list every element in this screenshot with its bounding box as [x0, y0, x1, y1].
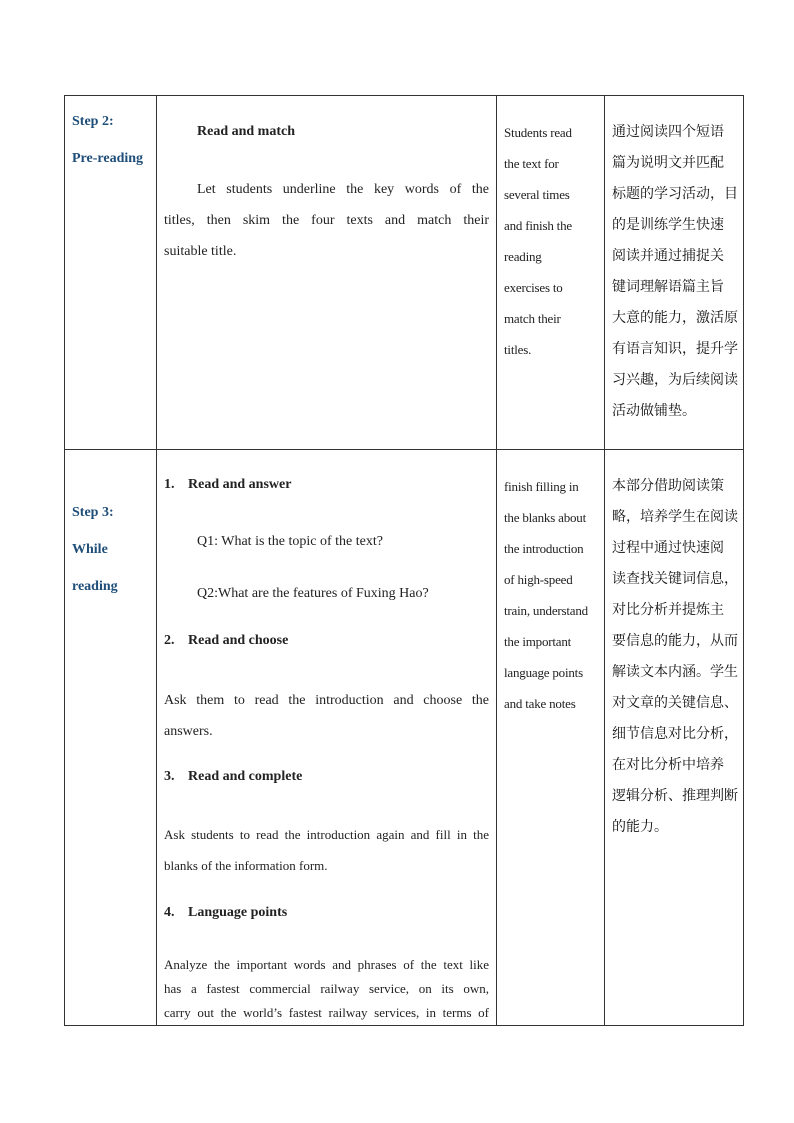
body-line: Ask them to read the introduction and choose the — [164, 693, 489, 708]
activity-line: of high-speed — [504, 572, 573, 587]
purpose-line: 要信息的能力，从而 — [612, 633, 738, 649]
section-heading — [164, 905, 489, 931]
purpose-line: 活动做铺垫。 — [612, 403, 696, 419]
section-heading — [164, 477, 489, 503]
section-title: Read and choose — [188, 633, 289, 648]
purpose-line: 细节信息对比分析， — [612, 726, 738, 742]
section-number: 3. — [164, 769, 175, 784]
purpose-line: 阅读并通过捕捉关 — [612, 248, 724, 264]
activity-line: the blanks about — [504, 510, 587, 525]
question-line: Q1: What is the topic of the text? — [197, 534, 383, 549]
purpose-line: 在对比分析中培养 — [612, 757, 724, 773]
activity-line: language points — [504, 665, 583, 680]
purpose-line: 过程中通过快速阅 — [612, 540, 724, 556]
purpose-line: 有语言知识，提升学 — [612, 341, 738, 357]
activity-line: Students read — [504, 125, 572, 140]
activity-line: and take notes — [504, 696, 576, 711]
body-line: suitable title. — [164, 244, 237, 259]
purpose-line: 的是训练学生快速 — [612, 217, 724, 233]
section-number: 4. — [164, 905, 175, 920]
body-line: carry out the world’s fastest railway services, in terms of — [164, 1005, 489, 1020]
purpose-line: 逻辑分析、推理判断 — [612, 788, 738, 804]
body-line: Let students underline the key words of the — [197, 182, 489, 197]
section-title: Read and complete — [188, 769, 303, 784]
purpose-line: 大意的能力，激活原 — [612, 310, 738, 326]
activity-line: train, understand — [504, 603, 588, 618]
table-row — [65, 450, 744, 1026]
purpose-line: 习兴趣，为后续阅读 — [612, 372, 738, 388]
body-line: titles, then skim the four texts and match their — [164, 213, 489, 228]
section-title: Read and answer — [188, 477, 292, 492]
purpose-line: 略，培养学生在阅读 — [612, 509, 738, 525]
section-heading: Read and match — [197, 124, 296, 139]
body-line: has a fastest commercial railway service, on its own, — [164, 981, 489, 996]
section-title: Language points — [188, 905, 288, 920]
activity-line: several times — [504, 187, 570, 202]
purpose-line: 标题的学习活动，目 — [612, 186, 738, 202]
purpose-line: 对比分析并提炼主 — [612, 602, 724, 618]
lesson-plan-table — [64, 95, 744, 1026]
purpose-line: 的能力。 — [612, 819, 668, 835]
question-line: Q2:What are the features of Fuxing Hao? — [197, 586, 429, 601]
activity-line: reading — [504, 249, 542, 264]
step-name: While — [72, 542, 108, 557]
activity-line: the text for — [504, 156, 559, 171]
activity-line: and finish the — [504, 218, 572, 233]
activity-line: finish filling in — [504, 479, 579, 494]
activity-line: match their — [504, 311, 561, 326]
activity-line: the introduction — [504, 541, 584, 556]
step-cell — [65, 450, 157, 1026]
procedure-cell — [157, 96, 497, 450]
body-line: blanks of the information form. — [164, 858, 328, 873]
purpose-cell — [605, 450, 744, 1026]
purpose-line: 通过阅读四个短语 — [612, 124, 724, 140]
step-name: Pre-reading — [72, 151, 144, 166]
activity-cell — [497, 450, 605, 1026]
step-cell — [65, 96, 157, 450]
purpose-line: 本部分借助阅读策 — [612, 478, 724, 494]
step-label: Step 2: — [72, 114, 114, 129]
purpose-line: 解读文本内涵。学生 — [612, 664, 738, 680]
purpose-line: 读查找关键词信息， — [612, 571, 738, 587]
activity-cell — [497, 96, 605, 450]
step-label: Step 3: — [72, 505, 114, 520]
activity-line: titles. — [504, 342, 532, 357]
purpose-line: 对文章的关键信息、 — [612, 695, 738, 711]
section-heading — [164, 633, 489, 659]
section-number: 2. — [164, 633, 175, 648]
purpose-line: 篇为说明文并匹配 — [612, 155, 724, 171]
body-line: answers. — [164, 724, 213, 739]
activity-line: exercises to — [504, 280, 563, 295]
section-number: 1. — [164, 477, 175, 492]
section-heading — [164, 769, 489, 795]
purpose-line: 键词理解语篇主旨 — [612, 279, 724, 295]
table-row — [65, 96, 744, 450]
step-name: reading — [72, 579, 118, 594]
body-line: Ask students to read the introduction again and fill in the — [164, 827, 489, 842]
body-line: Analyze the important words and phrases of the text like — [164, 957, 489, 972]
procedure-cell — [157, 450, 497, 1026]
activity-line: the important — [504, 634, 572, 649]
purpose-cell — [605, 96, 744, 450]
